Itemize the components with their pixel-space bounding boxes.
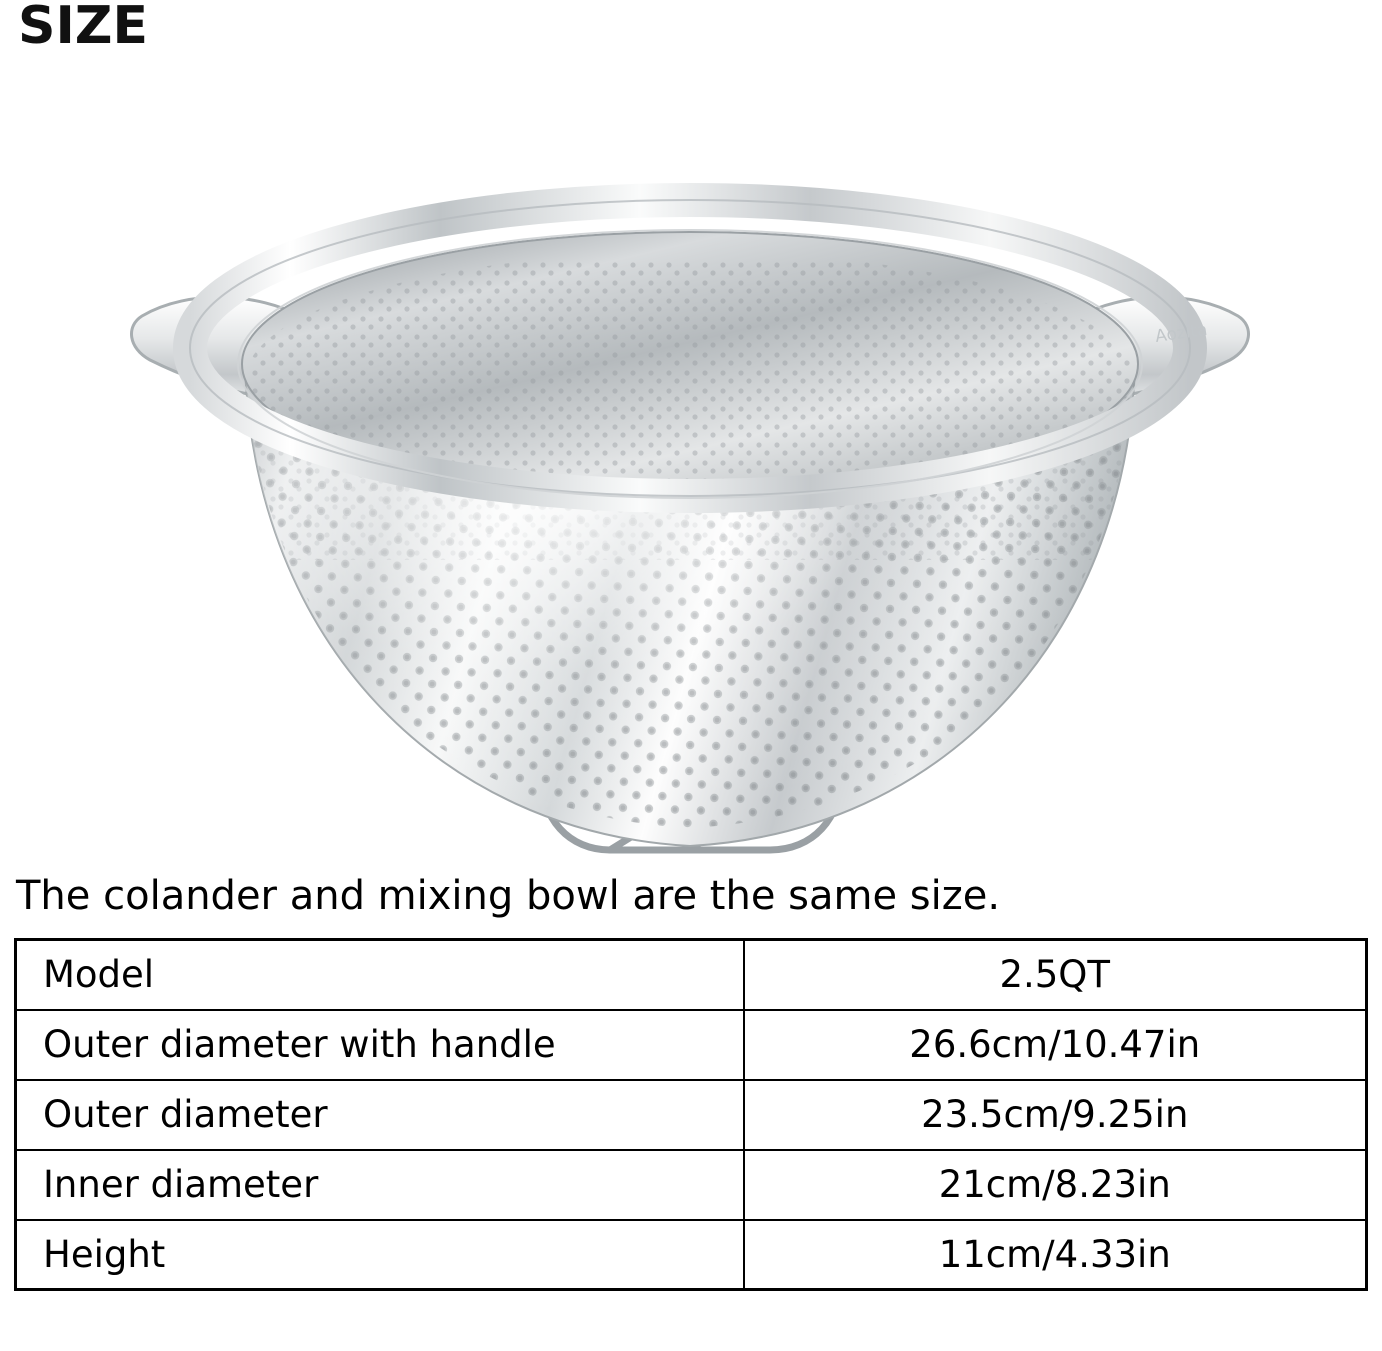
page-title: SIZE <box>18 0 149 56</box>
caption-text: The colander and mixing bowl are the same size. <box>16 873 1001 919</box>
spec-label: Outer diameter with handle <box>16 1010 744 1080</box>
table-row <box>16 1080 1367 1150</box>
spec-label: Model <box>16 940 744 1010</box>
product-image <box>70 80 1310 870</box>
table-row <box>16 1150 1367 1220</box>
spec-value: 21cm/8.23in <box>744 1150 1367 1220</box>
table-row <box>16 1010 1367 1080</box>
spec-value: 26.6cm/10.47in <box>744 1010 1367 1080</box>
brand-mark: Aozita <box>1153 319 1209 347</box>
spec-value: 2.5QT <box>744 940 1367 1010</box>
specifications-table <box>14 938 1368 1291</box>
table-row <box>16 940 1367 1010</box>
table-row <box>16 1220 1367 1290</box>
spec-label: Outer diameter <box>16 1080 744 1150</box>
spec-value: 23.5cm/9.25in <box>744 1080 1367 1150</box>
spec-label: Inner diameter <box>16 1150 744 1220</box>
colander-illustration <box>70 80 1310 870</box>
spec-label: Height <box>16 1220 744 1290</box>
spec-value: 11cm/4.33in <box>744 1220 1367 1290</box>
